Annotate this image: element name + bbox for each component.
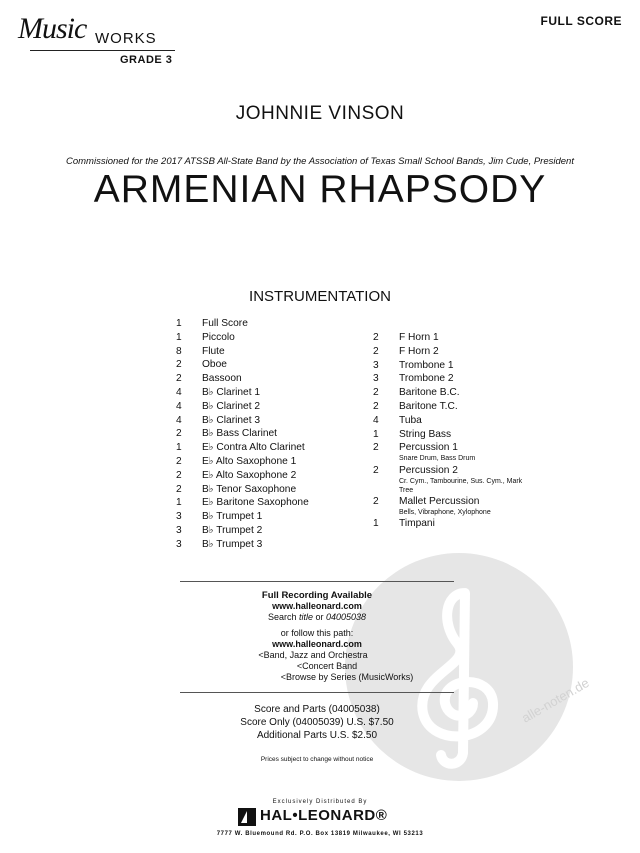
instrument-name: Oboe [202, 359, 227, 371]
commission-note: Commissioned for the 2017 ATSSB All-State Band by the Association of Texas Small School Bands, Jim Cude, President [66, 156, 574, 167]
instrument-quantity: 2 [176, 373, 182, 385]
watermark-text: alle-noten.de [519, 675, 592, 726]
grade-label: GRADE 3 [120, 54, 173, 66]
instrument-name: B♭ Tenor Saxophone [202, 483, 297, 495]
instrument-quantity: 2 [176, 456, 182, 467]
instrument-name: B♭ Trumpet 2 [202, 525, 263, 536]
instrument-name: Piccolo [202, 331, 235, 343]
instrument-name: Full Score [202, 318, 248, 329]
instrument-name: Timpani [399, 517, 435, 529]
instrument-quantity: 2 [176, 483, 182, 495]
full-score-label: FULL SCORE [540, 14, 622, 28]
instrument-name: E♭ Baritone Saxophone [202, 497, 309, 509]
instrument-subtext: Bells, Vibraphone, Xylophone [399, 508, 491, 516]
price-additional-parts: Additional Parts U.S. $2.50 [256, 730, 378, 741]
instrument-name: Mallet Percussion [399, 495, 480, 507]
instrument-quantity: 1 [176, 442, 182, 454]
instrument-name: B♭ Clarinet 1 [202, 387, 261, 398]
price-score-only: Score Only (04005039) U.S. $7.50 [240, 717, 394, 728]
instrument-quantity: 1 [176, 331, 182, 343]
instrument-quantity: 2 [373, 495, 379, 507]
instrument-name: Percussion 1 [399, 442, 458, 454]
instrument-name: Trombone 1 [399, 359, 454, 371]
divider-bottom [180, 692, 454, 693]
instrument-quantity: 2 [176, 359, 182, 371]
instrument-name: Baritone B.C. [399, 387, 460, 399]
instrumentation-heading: INSTRUMENTATION [249, 288, 391, 305]
instrument-quantity: 1 [373, 517, 379, 529]
logo-underline [30, 50, 175, 51]
price-score-parts: Score and Parts (04005038) [254, 704, 380, 715]
instrument-name: E♭ Alto Saxophone 2 [202, 469, 297, 481]
price-disclaimer: Prices subject to change without notice [260, 756, 374, 763]
instrument-quantity: 8 [176, 345, 182, 357]
instrument-subtext: Cr. Cym., Tambourine, Sus. Cym., Mark Tree [399, 477, 523, 494]
hal-leonard-logo-icon [238, 808, 256, 826]
instrument-quantity: 2 [373, 345, 379, 357]
instrument-name: Bassoon [202, 373, 242, 385]
instrument-quantity: 1 [373, 428, 379, 440]
instrument-quantity: 2 [373, 332, 379, 343]
instrument-subtext: Snare Drum, Bass Drum [399, 455, 476, 463]
instrument-name: Baritone T.C. [399, 401, 458, 412]
instrument-quantity: 2 [373, 464, 379, 476]
instrument-name: Flute [202, 345, 225, 357]
composer-name: JOHNNIE VINSON [235, 103, 405, 124]
publisher-address: 7777 W. Bluemound Rd. P.O. Box 13819 Milwaukee, WI 53213 [216, 831, 424, 837]
logo-works-text: WORKS [95, 30, 157, 47]
instrument-quantity: 1 [176, 318, 182, 329]
path-url[interactable]: www.halleonard.com [272, 639, 362, 649]
path-step-2: <Concert Band [296, 661, 358, 671]
instrument-quantity: 3 [373, 359, 379, 371]
instrument-quantity: 3 [176, 511, 182, 523]
follow-path-label: or follow this path: [280, 628, 354, 638]
instrument-quantity: 3 [176, 538, 182, 550]
distributed-by-label: Exclusively Distributed By [272, 799, 368, 805]
instrument-name: F Horn 2 [399, 345, 439, 357]
recording-heading: Full Recording Available [261, 590, 373, 601]
logo-music-text: Music [18, 12, 87, 45]
instrument-name: B♭ Trumpet 1 [202, 511, 263, 523]
search-instruction: Search title or 04005038 [267, 612, 367, 622]
instrument-quantity: 1 [176, 497, 182, 509]
recording-url[interactable]: www.halleonard.com [272, 601, 362, 611]
instrument-quantity: 3 [373, 373, 379, 385]
instrument-name: E♭ Alto Saxophone 1 [202, 456, 297, 467]
instrument-quantity: 4 [176, 400, 182, 412]
instrument-name: B♭ Trumpet 3 [202, 538, 263, 550]
instrument-quantity: 2 [176, 469, 182, 481]
piece-title: ARMENIAN RHAPSODY [93, 168, 547, 211]
instrument-name: Tuba [399, 414, 422, 426]
instrument-name: Percussion 2 [399, 464, 458, 476]
path-step-1: <Band, Jazz and Orchestra [258, 650, 368, 660]
instrument-quantity: 3 [176, 525, 182, 536]
divider-top [180, 581, 454, 582]
instrument-quantity: 2 [373, 401, 379, 412]
instrument-quantity: 2 [373, 387, 379, 399]
instrument-quantity: 2 [373, 442, 379, 454]
instrument-name: Trombone 2 [399, 373, 454, 385]
instrument-name: E♭ Contra Alto Clarinet [202, 442, 305, 454]
recording-info [180, 590, 454, 690]
instrument-name: B♭ Clarinet 3 [202, 414, 261, 426]
path-step-3: <Browse by Series (MusicWorks) [280, 672, 414, 682]
instrument-quantity: 4 [176, 414, 182, 426]
instrument-name: String Bass [399, 428, 452, 440]
instrument-name: F Horn 1 [399, 332, 439, 343]
instrument-name: B♭ Clarinet 2 [202, 400, 261, 412]
instrumentation-right-column [373, 332, 553, 562]
publisher-logo-text: HAL•LEONARD® [260, 807, 388, 824]
instrument-quantity: 4 [373, 414, 379, 426]
instrumentation-left-column [176, 318, 366, 558]
instrument-quantity: 2 [176, 428, 182, 440]
instrument-quantity: 4 [176, 387, 182, 398]
instrument-name: B♭ Bass Clarinet [202, 428, 278, 440]
